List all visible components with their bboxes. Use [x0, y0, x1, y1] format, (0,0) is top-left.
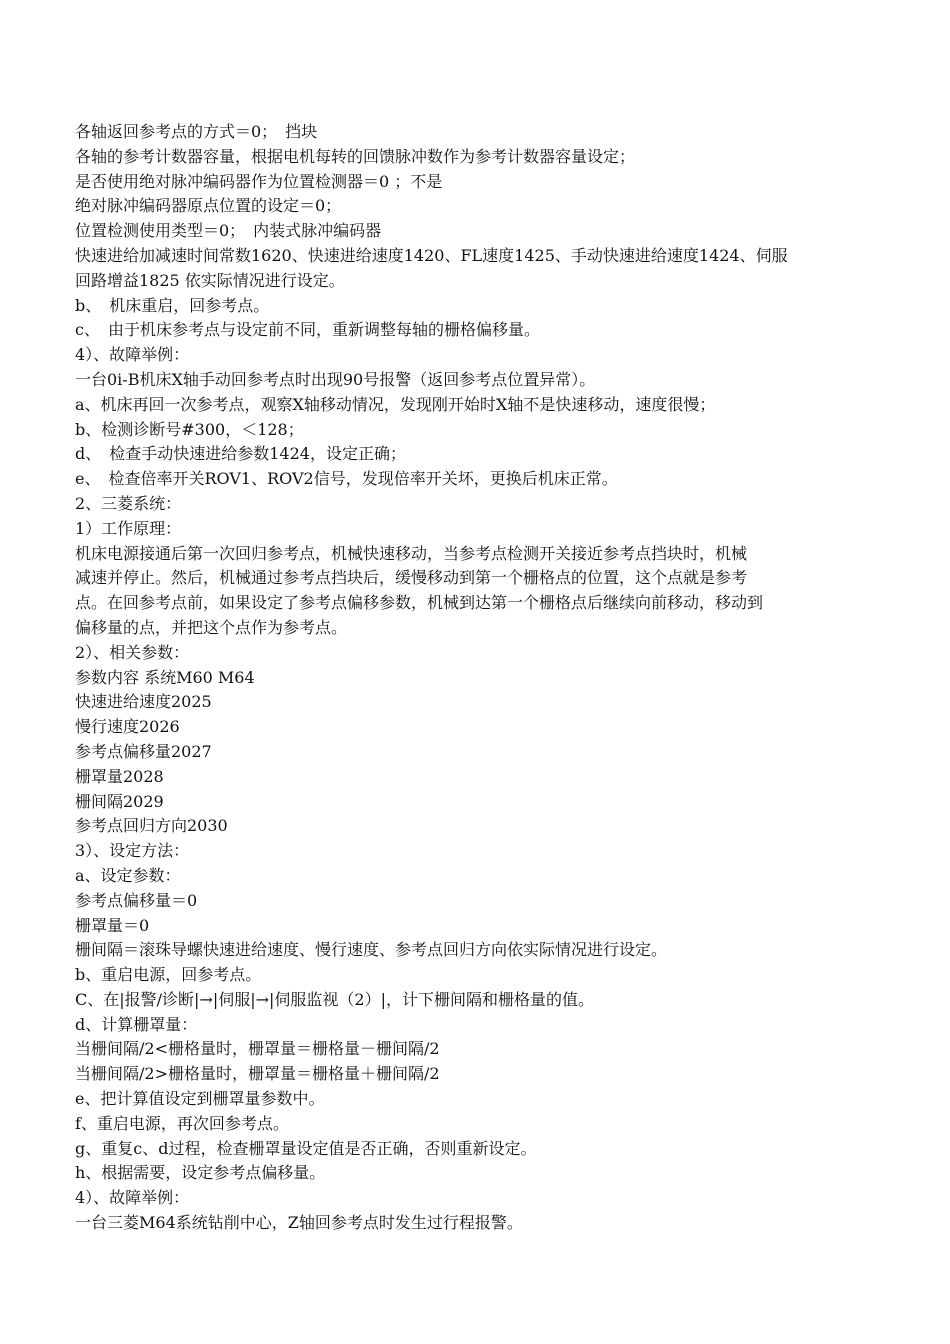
section-heading: 3）、设定方法： [75, 841, 190, 861]
text-line: 一台0i-B机床X轴手动回参考点时出现90号报警（返回参考点位置异常）。 [75, 369, 596, 389]
text-line: b、 机床重启，回参考点。 [75, 295, 270, 315]
text-line: 栅间隔2029 [75, 791, 164, 811]
text-line: e、把计算值设定到栅罩量参数中。 [75, 1089, 325, 1109]
text-line: 快速进给加减速时间常数1620、快速进给速度1420、FL速度1425、手动快速进给速度1424、伺服 [75, 245, 788, 265]
text-line: 快速进给速度2025 [75, 692, 212, 712]
text-line: 各轴的参考计数器容量，根据电机每转的回馈脉冲数作为参考计数器容量设定； [75, 146, 636, 166]
text-line: 回路增益1825 依实际情况进行设定。 [75, 270, 345, 290]
text-line: a、机床再回一次参考点，观察X轴移动情况，发现刚开始时X轴不是快速移动，速度很慢； [75, 394, 716, 414]
text-line: 一台三菱M64系统钻削中心，Z轴回参考点时发生过行程报警。 [75, 1213, 523, 1233]
text-line: 绝对脉冲编码器原点位置的设定＝0； [75, 196, 342, 216]
text-line: d、 检查手动快速进给参数1424，设定正确； [75, 444, 406, 464]
text-line: 各轴返回参考点的方式＝0； 挡块 [75, 122, 318, 141]
text-line: b、检测诊断号#300，＜128； [75, 419, 304, 439]
text-line: 栅间隔＝滚珠导螺快速进给速度、慢行速度、参考点回归方向依实际情况进行设定。 [75, 940, 668, 960]
text-line: 参考点偏移量2027 [75, 741, 212, 761]
text-line: g、重复c、d过程，检查栅罩量设定值是否正确，否则重新设定。 [75, 1138, 537, 1158]
text-line: 位置检测使用类型＝0； 内装式脉冲编码器 [75, 221, 382, 241]
text-line: a、设定参数： [75, 865, 181, 885]
section-heading: 2）、相关参数： [75, 642, 190, 662]
section-heading: 4）、故障举例： [75, 345, 190, 365]
text-line: 栅罩量＝0 [75, 915, 150, 935]
text-line: 偏移量的点，并把这个点作为参考点。 [75, 617, 348, 637]
text-line: b、重启电源，回参考点。 [75, 965, 262, 985]
section-heading: 1）工作原理： [75, 518, 182, 538]
text-line: 减速并停止。然后，机械通过参考点挡块后，缓慢移动到第一个栅格点的位置，这个点就是参考 [75, 568, 748, 588]
text-line: 点。在回参考点前，如果设定了参考点偏移参数，机械到达第一个栅格点后继续向前移动，移动到 [75, 593, 764, 613]
text-line: C、在|报警/诊断|→|伺服|→|伺服监视（2）|，计下栅间隔和栅格量的值。 [75, 989, 594, 1009]
text-line: h、根据需要，设定参考点偏移量。 [75, 1163, 326, 1183]
text-line: 参考点偏移量＝0 [75, 890, 198, 910]
text-line: 参考点回归方向2030 [75, 816, 228, 836]
document-body [75, 120, 875, 1236]
section-heading: 4）、故障举例： [75, 1188, 190, 1208]
text-line: 机床电源接通后第一次回归参考点，机械快速移动，当参考点检测开关接近参考点挡块时，机械 [75, 543, 748, 563]
text-line: 当栅间隔/2>栅格量时，栅罩量＝栅格量＋栅间隔/2 [75, 1064, 440, 1084]
text-line: f、重启电源，再次回参考点。 [75, 1113, 289, 1133]
text-line: 慢行速度2026 [75, 717, 180, 737]
text-line: 参数内容 系统M60 M64 [75, 667, 255, 687]
text-line: e、 检查倍率开关ROV1、ROV2信号，发现倍率开关坏，更换后机床正常。 [75, 469, 618, 489]
text-line: d、计算栅罩量： [75, 1014, 198, 1034]
text-line: c、 由于机床参考点与设定前不同，重新调整每轴的栅格偏移量。 [75, 320, 540, 340]
section-heading: 2、三菱系统： [75, 493, 182, 513]
text-line: 栅罩量2028 [75, 766, 164, 786]
text-line: 当栅间隔/2<栅格量时，栅罩量＝栅格量－栅间隔/2 [75, 1039, 440, 1059]
text-line: 是否使用绝对脉冲编码器作为位置检测器＝0 ；不是 [75, 171, 443, 191]
